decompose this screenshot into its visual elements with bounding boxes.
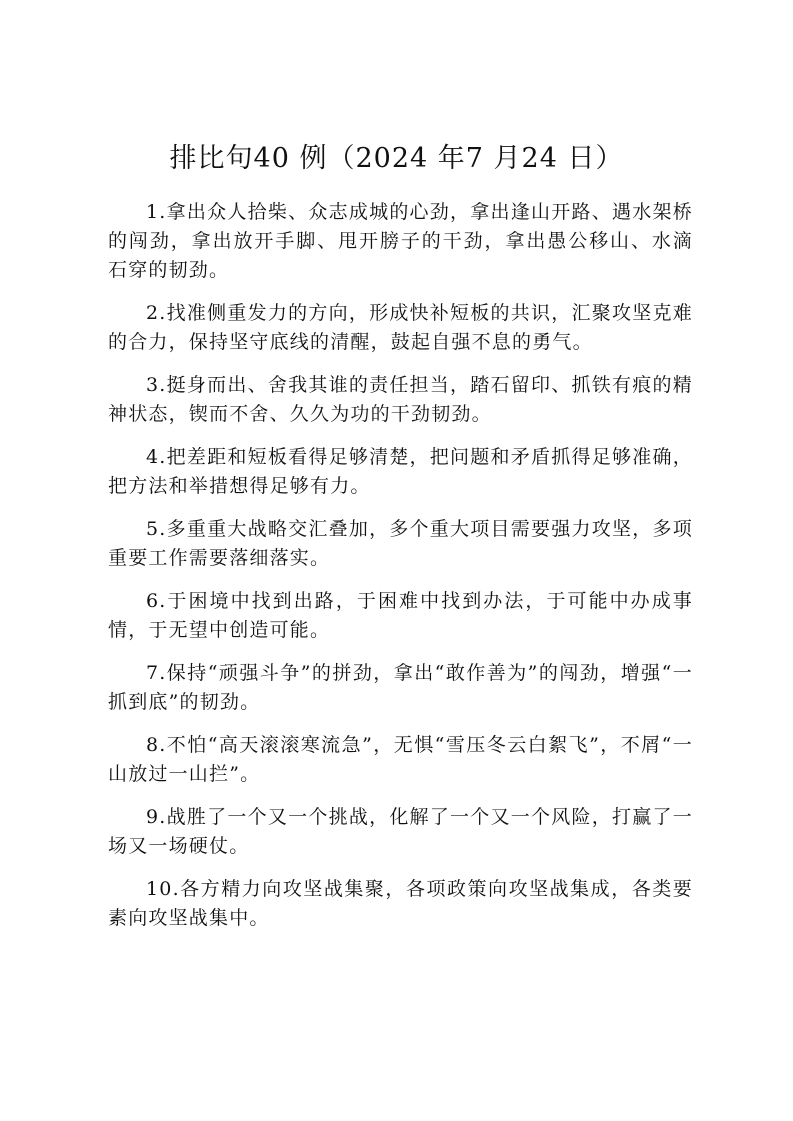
sentence-item: 6.于困境中找到出路，于困难中找到办法，于可能中办成事情，于无望中创造可能。: [108, 590, 693, 641]
sentence-item: 2.找准侧重发力的方向，形成快补短板的共识，汇聚攻坚克难的合力，保持坚守底线的清醒，鼓起自强不息的勇气。: [108, 302, 693, 353]
sentence-item: 4.把差距和短板看得足够清楚，把问题和矛盾抓得足够准确，把方法和举措想得足够有力。: [108, 446, 693, 497]
sentence-item: 5.多重重大战略交汇叠加，多个重大项目需要强力攻坚，多项重要工作需要落细落实。: [108, 518, 693, 569]
sentence-item: 8.不怕“高天滚滚寒流急”，无惧“雪压冬云白絮飞”，不屑“一山放过一山拦”。: [108, 734, 693, 785]
sentence-list: [108, 198, 693, 947]
sentence-item: 10.各方精力向攻坚战集聚，各项政策向攻坚战集成，各类要素向攻坚战集中。: [108, 878, 693, 929]
document-title: 排比句40 例（2024 年7 月24 日）: [169, 143, 624, 174]
sentence-item: 9.战胜了一个又一个挑战，化解了一个又一个风险，打赢了一场又一场硬仗。: [108, 806, 693, 857]
sentence-item: 7.保持“顽强斗争”的拼劲，拿出“敢作善为”的闯劲，增强“一抓到底”的韧劲。: [108, 662, 693, 713]
sentence-item: 3.挺身而出、舍我其谁的责任担当，踏石留印、抓铁有痕的精神状态，锲而不舍、久久为功的干劲韧劲。: [108, 374, 693, 425]
sentence-item: 1.拿出众人拾柴、众志成城的心劲，拿出逢山开路、遇水架桥的闯劲，拿出放开手脚、甩开膀子的干劲，拿出愚公移山、水滴石穿的韧劲。: [108, 201, 693, 281]
